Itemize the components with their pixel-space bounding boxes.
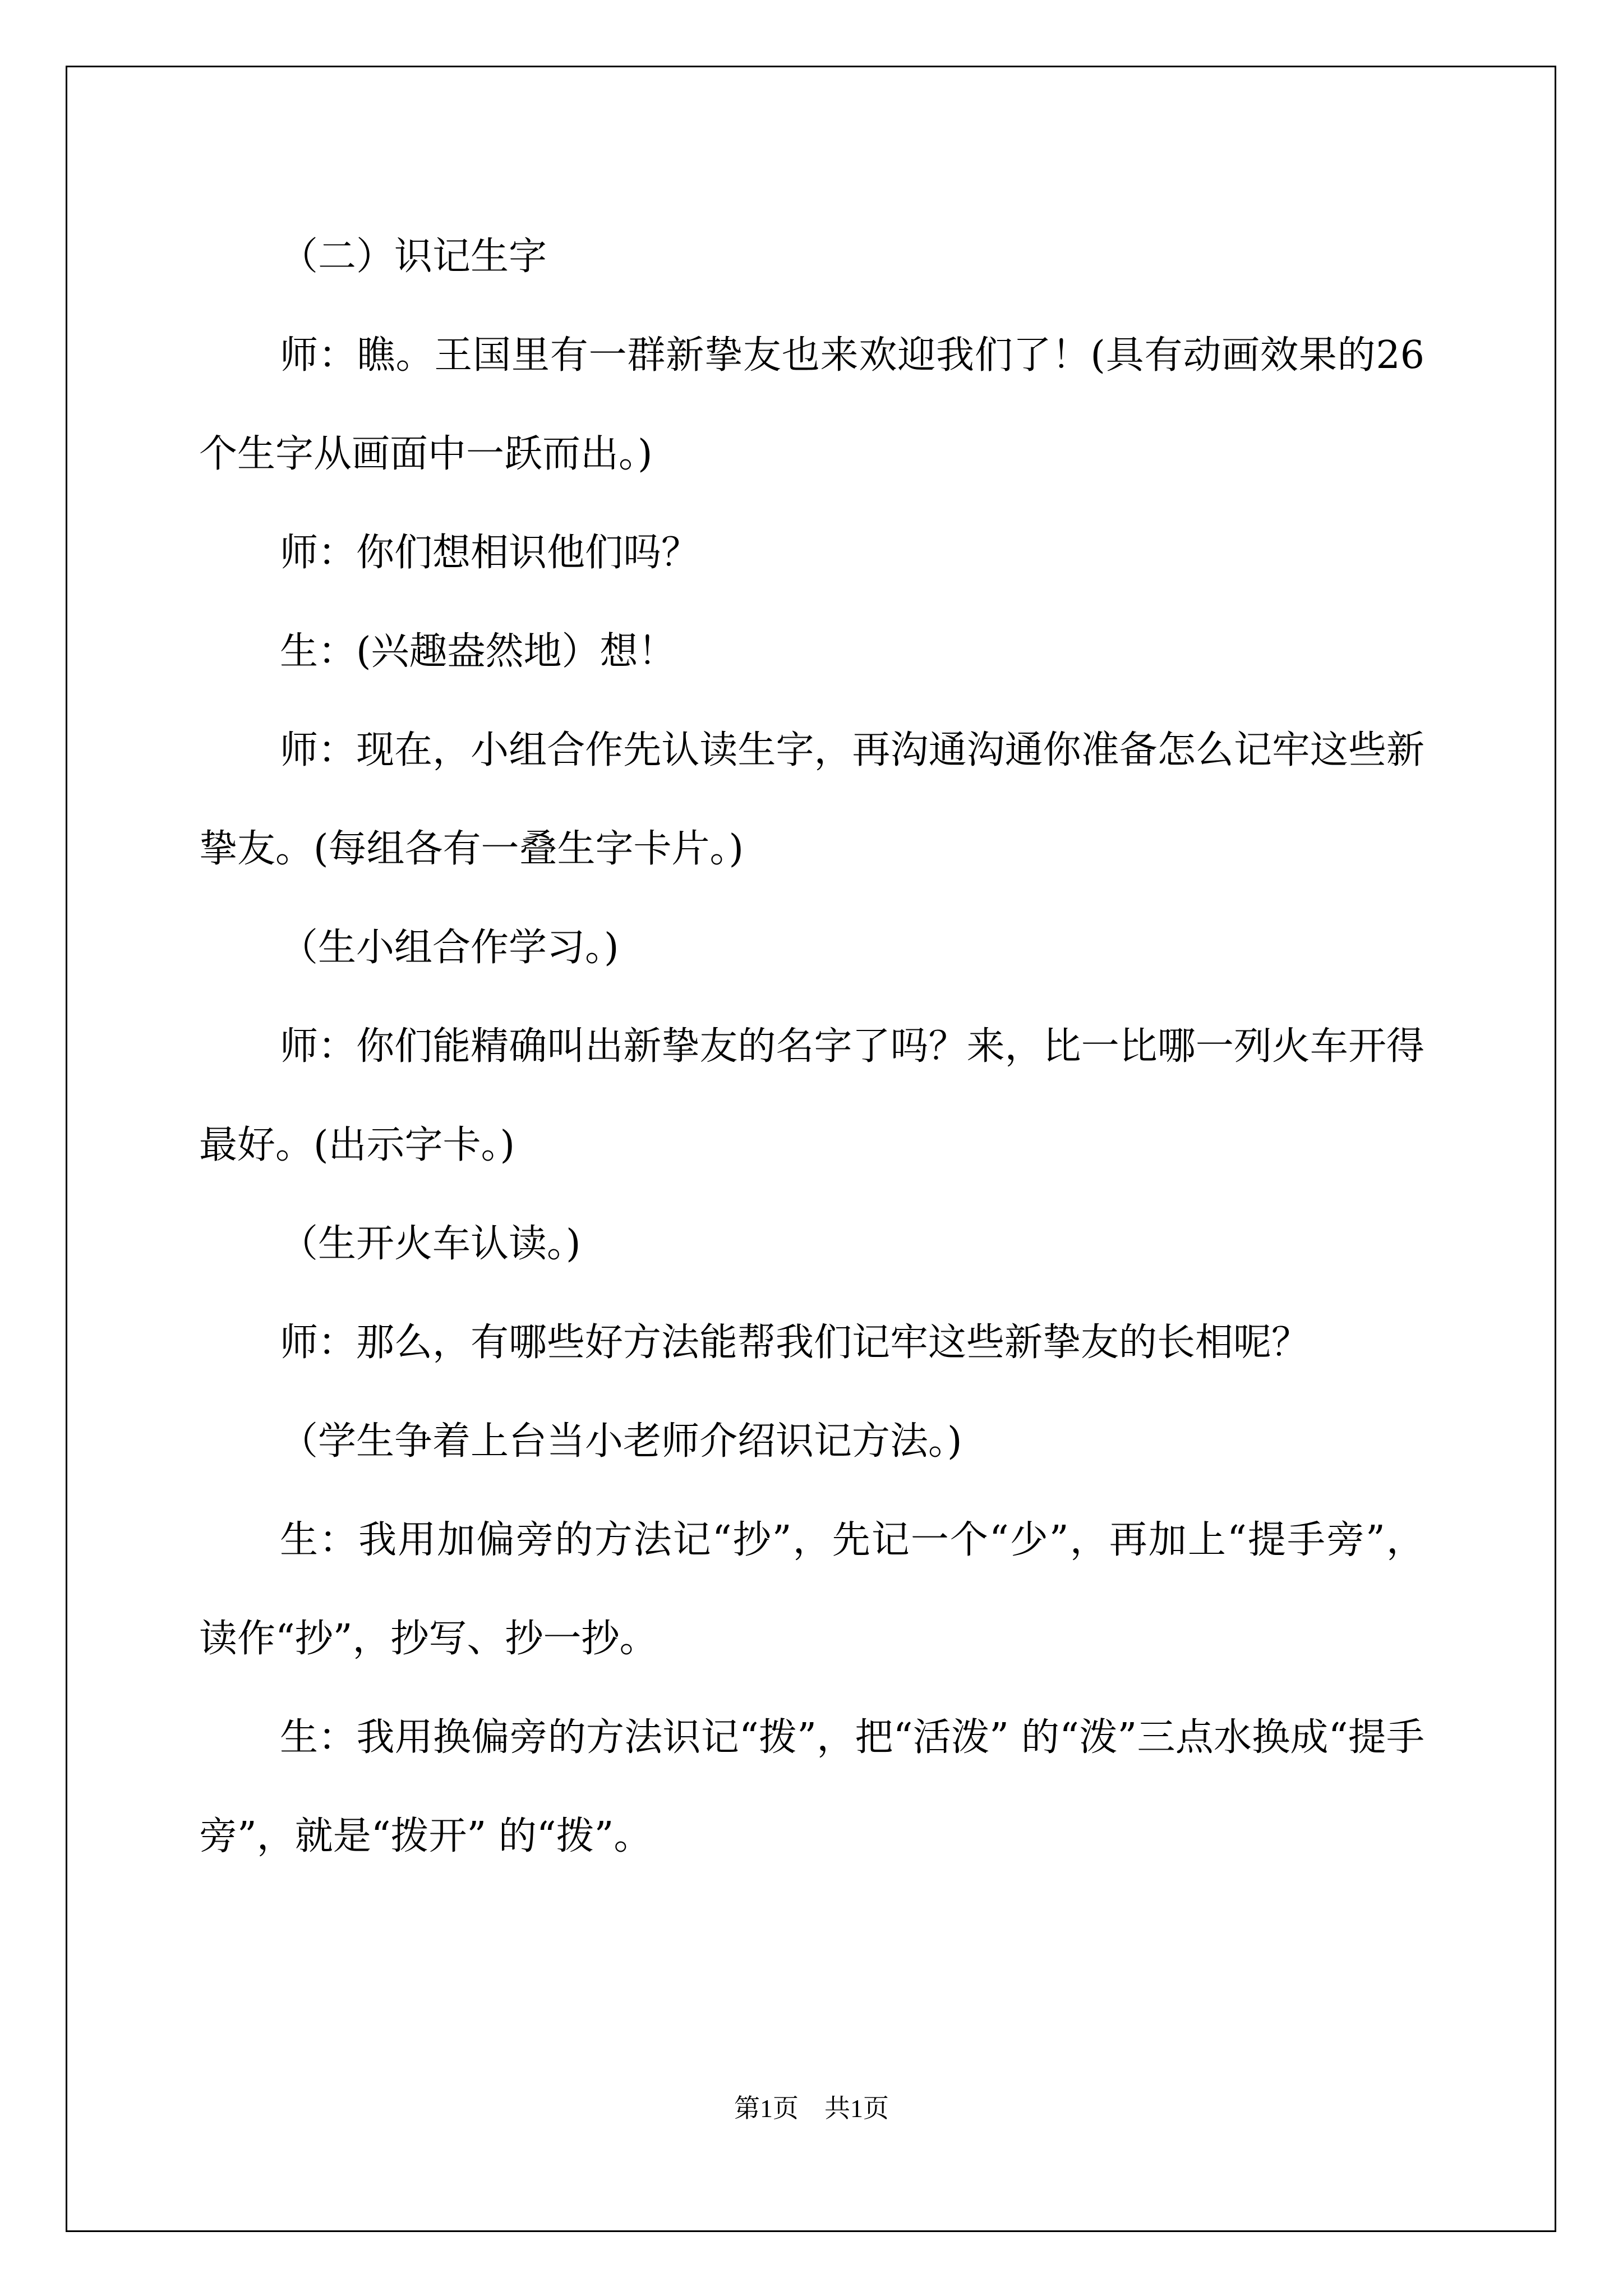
paragraph: （学生争着上台当小老师介绍识记方法。)	[280, 1419, 962, 1464]
paragraph: 师：瞧。王国里有一群新挚友也来欢迎我们了！(具有动画效果的26个生字从画面中一跃而出。)	[199, 333, 1424, 476]
paragraph: （二）识记生字	[280, 234, 547, 279]
paragraph: 师：那么，有哪些好方法能帮我们记牢这些新挚友的长相呢？	[280, 1320, 1310, 1365]
paragraph: 师：你们想相识他们吗？	[280, 531, 700, 575]
paragraph: 师：你们能精确叫出新挚友的名字了吗？来，比一比哪一列火车开得最好。(出示字卡。)	[199, 1024, 1424, 1167]
page-footer: 第1页 共1页	[734, 2094, 889, 2123]
paragraph: 生：我用加偏旁的方法记“抄”，先记一个“少”，再加上“提手旁”，读作“抄”，抄写、抄一抄。	[199, 1518, 1424, 1661]
paragraph: （生开火车认读。)	[280, 1222, 581, 1266]
paragraph: 生：(兴趣盎然地）想！	[280, 629, 676, 674]
document-body	[199, 208, 1424, 1886]
paragraph: 师：现在，小组合作先认读生字，再沟通沟通你准备怎么记牢这些新挚友。(每组各有一叠生字卡片。)	[199, 728, 1424, 871]
paragraph: 生：我用换偏旁的方法识记“拨”，把“活泼” 的“泼”三点水换成“提手旁”，就是“拨开” 的“拨”。	[199, 1715, 1424, 1858]
paragraph: （生小组合作学习。)	[280, 926, 619, 970]
